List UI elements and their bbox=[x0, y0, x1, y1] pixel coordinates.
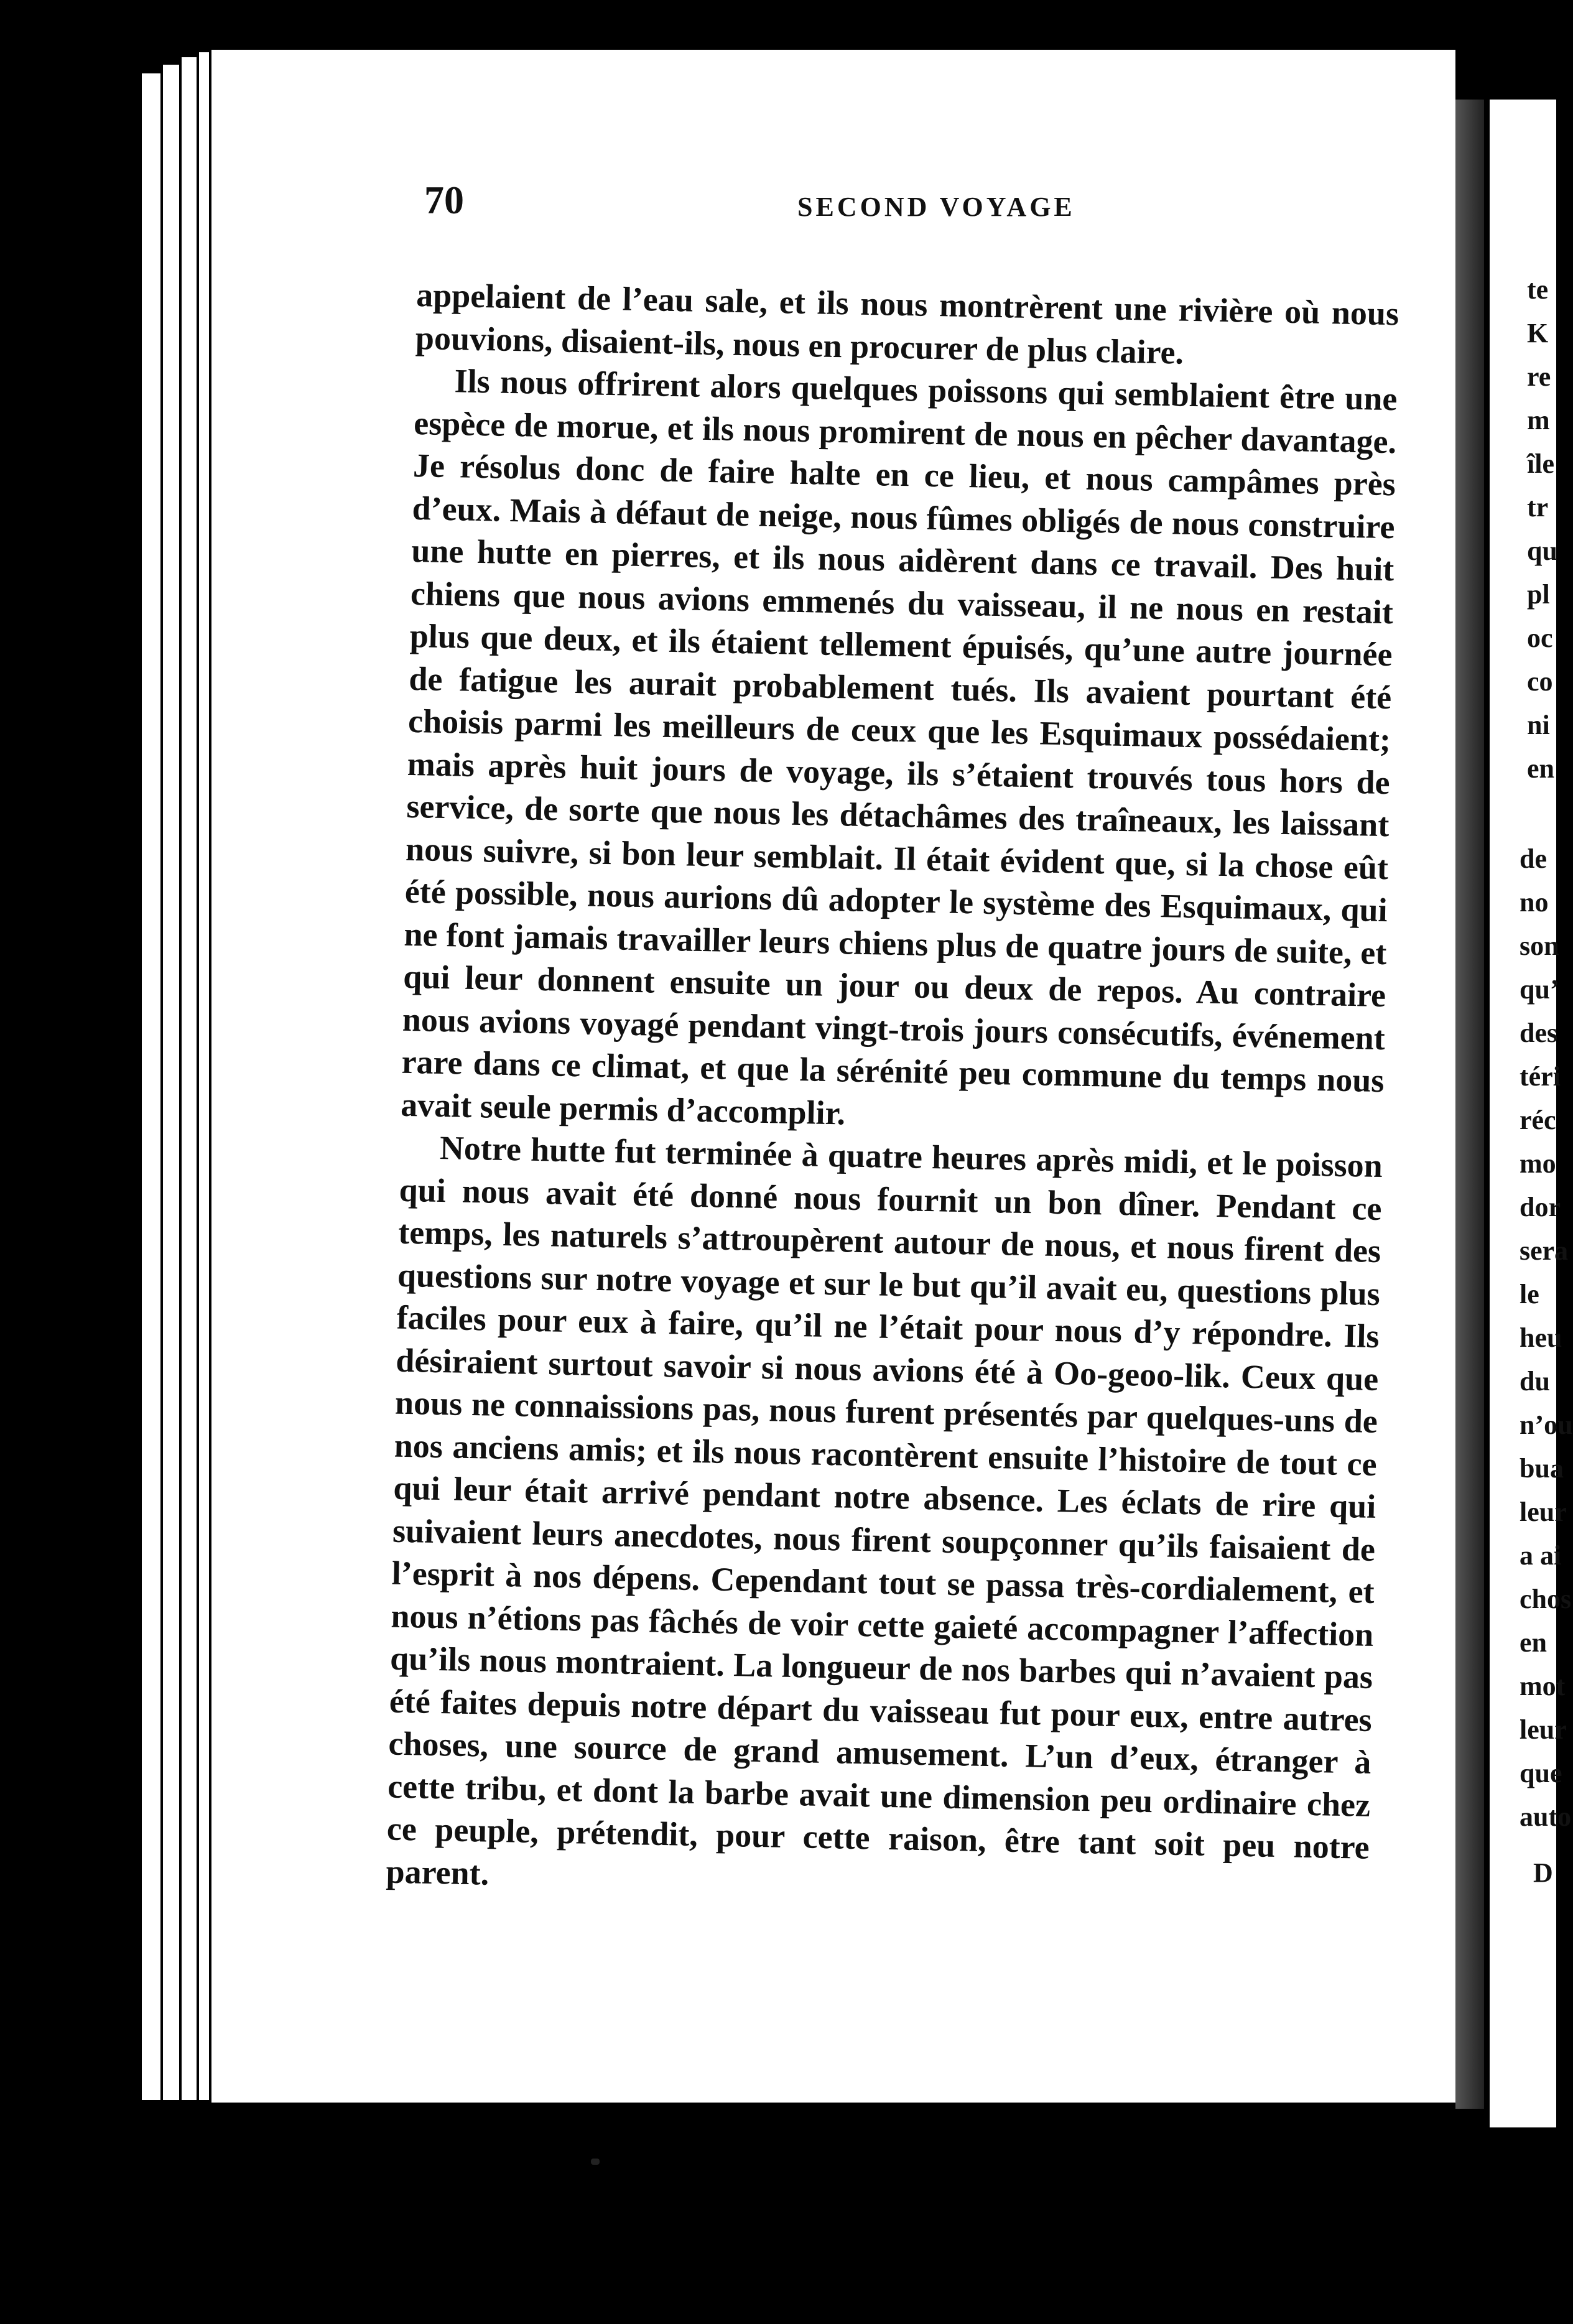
facing-page-fragment: mo bbox=[1520, 1148, 1556, 1179]
page-number: 70 bbox=[424, 178, 464, 222]
facing-page-fragment: leur bbox=[1520, 1497, 1567, 1527]
facing-page-fragment: re bbox=[1527, 361, 1551, 392]
facing-page-fragment: no bbox=[1520, 887, 1549, 918]
facing-page-fragment: le bbox=[1520, 1279, 1539, 1309]
paragraph: Notre hutte fut terminée à quatre heures après midi, et le poisson qui nous avait été donné nous fournit un bon dîner. Pendant ce temps, les naturels s’attroupèrent autour de nous, et nous firent des questions sur notre voyage et sur le but qu’il avait eu, questions plus faciles pour eux à faire, qu’il ne l’était pour nous d’y répondre. Ils désiraient surtout savoir si nous avions été à Oo-geoo-lik. Ceux que nous ne connaissions pas, nous furent présentés par quelques-uns de nos anciens amis; et ils nous racontèrent ensuite l’histoire de tout ce qui leur était arrivé pendant notre absence. Les éclats de rire qui suivaient leurs anecdotes, nous firent soupçonner qu’ils faisaient de l’esprit à nos dépens. Cependant tout se passa très-cordialement, et nous n’étions pas fâchés de voir cette gaieté accompagner l’affection qu’ils nous montraient. La longueur de nos barbes qui n’avaient pas été faites depuis notre départ du vaisseau fut pour eux, entre autres choses, une source de grand amusement. L’un d’eux, étranger à cette tribu, et dont la barbe avait une dimension peu ordinaire chez ce peuple, prétendit, pour cette raison, être tant soit peu notre parent. bbox=[386, 1128, 1383, 1892]
page-edge bbox=[142, 73, 160, 2100]
facing-page-fragment: oc bbox=[1527, 623, 1553, 653]
page-edge bbox=[163, 65, 179, 2100]
facing-page-fragment: chos bbox=[1520, 1584, 1572, 1614]
facing-page-fragment: de bbox=[1520, 844, 1547, 874]
facing-page-fragment: D bbox=[1533, 1857, 1553, 1888]
running-title: SECOND VOYAGE bbox=[797, 192, 1075, 222]
body-text bbox=[386, 274, 1399, 1912]
facing-page-fragment: en bbox=[1520, 1627, 1547, 1658]
paragraph: Ils nous offrirent alors quelques poissons qui semblaient être une espèce de morue, et ils nous promirent de nous en pêcher davantage. Je résolus donc de faire halte en ce lieu, et nous campâmes près d’eux. Mais à défaut de neige, nous fûmes obligés de nous construire une hutte en pierres, et ils nous aidèrent dans ce travail. Des huit chiens que nous avions emmenés du vaisseau, il ne nous en restait plus que deux, et ils étaient tellement épuisés, qu’une autre journée de fatigue les aurait probablement tués. Ils avaient pourtant été choisis parmi les meilleurs de ceux que les Esquimaux possédaient; mais après huit jours de voyage, ils s’étaient trouvés tous hors de service, de sorte que nous les détachâmes des traîneaux, les laissant nous suivre, si bon leur semblait. Il était évident que, si la chose eût été possible, nous aurions dû adopter le système des Esquimaux, qui ne font jamais travailler leurs chiens plus de quatre jours de suite, et qui leur donnent ensuite un jour ou deux de repos. Au contraire nous avions voyagé pendant vingt-trois jours consécutifs, événement rare dans ce climat, et que la sérénité peu commune du temps nous avait seule permis d’accomplir. bbox=[400, 362, 1398, 1132]
running-head bbox=[211, 177, 1455, 252]
printer-mark bbox=[591, 2159, 600, 2165]
facing-page-fragment: téri bbox=[1520, 1061, 1561, 1092]
facing-page bbox=[1490, 100, 1573, 2127]
facing-page-fragment: dor bbox=[1520, 1192, 1561, 1222]
facing-page-fragment: sera bbox=[1520, 1235, 1569, 1266]
facing-page-fragment: K bbox=[1527, 318, 1549, 348]
facing-page-fragment: co bbox=[1527, 666, 1553, 697]
facing-page-fragment: bua bbox=[1520, 1453, 1564, 1484]
facing-page-fragment: réc bbox=[1520, 1105, 1556, 1135]
facing-page-fragment: son bbox=[1520, 931, 1559, 961]
page-edge bbox=[199, 52, 209, 2100]
facing-page-fragment: ni bbox=[1527, 710, 1550, 740]
facing-page-fragment: te bbox=[1527, 274, 1549, 305]
facing-page-fragment: en bbox=[1527, 753, 1554, 784]
facing-page-fragment: n’ou bbox=[1520, 1410, 1573, 1440]
facing-page-fragment: qu bbox=[1527, 536, 1557, 566]
facing-page-fragment: pl bbox=[1527, 579, 1550, 610]
facing-page-fragment: mot bbox=[1520, 1671, 1566, 1701]
facing-page-fragment: que bbox=[1520, 1758, 1562, 1788]
facing-page-fragment: du bbox=[1520, 1366, 1550, 1397]
facing-page-fragment: leur bbox=[1520, 1714, 1567, 1745]
facing-page-fragment: m bbox=[1527, 405, 1550, 435]
gutter-shadow bbox=[1455, 100, 1484, 2109]
paragraph: appelaient de l’eau sale, et ils nous montrèrent une rivière où nous pouvions, disaient-ils, nous en procurer de plus claire. bbox=[415, 276, 1399, 371]
page-edge bbox=[182, 57, 197, 2100]
facing-page-fragment: auto bbox=[1520, 1801, 1572, 1832]
facing-page-fragment: des bbox=[1520, 1018, 1558, 1048]
facing-page-fragment: heu bbox=[1520, 1322, 1562, 1353]
facing-page-fragment: île bbox=[1527, 449, 1554, 479]
facing-page-fragment: a ai bbox=[1520, 1540, 1562, 1571]
facing-page-fragment: qu’ bbox=[1520, 974, 1559, 1005]
facing-page-fragment: tr bbox=[1527, 492, 1549, 523]
